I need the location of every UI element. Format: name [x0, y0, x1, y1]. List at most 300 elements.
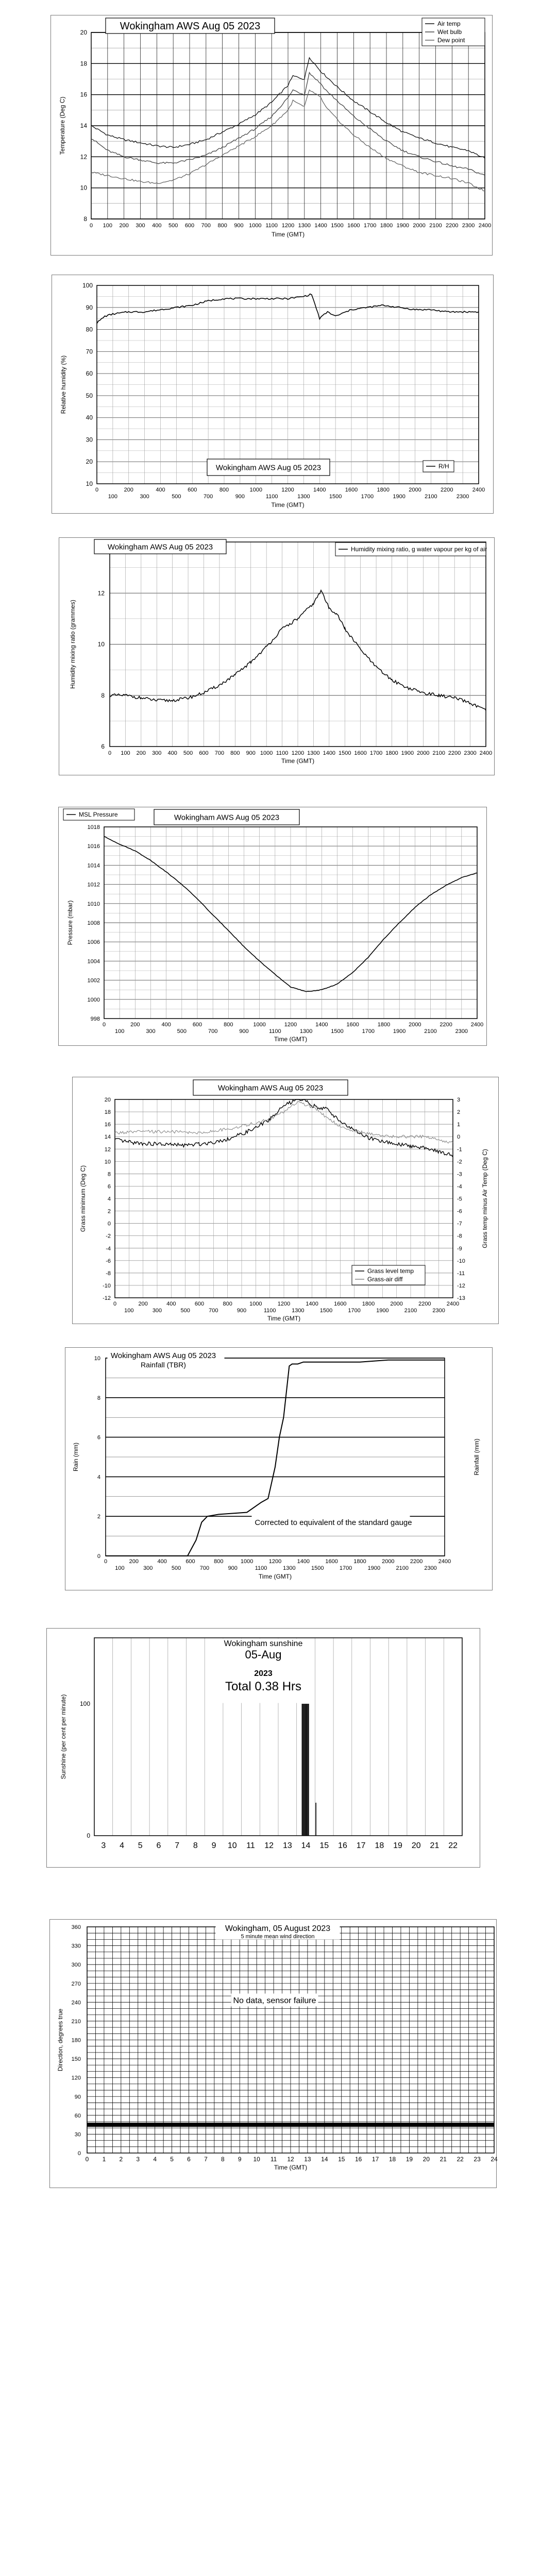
x-tick-label: 1000 — [240, 1558, 253, 1565]
y-axis-label: Humidity mixing ratio (grammes) — [69, 600, 76, 689]
y-tick-label: 180 — [71, 2037, 81, 2044]
x-tick-label: 500 — [180, 1308, 190, 1314]
y-tick-label: 30 — [86, 436, 93, 444]
x-tick-label: 200 — [138, 1301, 148, 1307]
y-tick-label: 20 — [104, 1097, 111, 1103]
y-tick-label: 4 — [97, 1474, 100, 1481]
x-tick-label: 1400 — [313, 487, 326, 493]
x-tick-label: 1900 — [393, 1028, 406, 1035]
x-tick-label: 300 — [146, 1028, 156, 1035]
x-tick-label: 2100 — [396, 1565, 409, 1571]
x-tick-label: 1200 — [277, 1301, 291, 1307]
x-axis-label: Time (GMT) — [274, 2164, 308, 2171]
y-tick-label: 1002 — [87, 977, 100, 984]
x-tick-label: 1100 — [265, 494, 278, 500]
x-tick-label: 500 — [183, 750, 193, 756]
y-tick-label: 40 — [86, 414, 93, 421]
legend-label: Grass-air diff — [367, 1276, 403, 1283]
x-tick-label: 200 — [129, 1558, 139, 1565]
x-tick-label: 21 — [439, 2156, 447, 2163]
legend-label: Wet bulb — [437, 28, 462, 36]
x-tick-label: 2400 — [479, 750, 493, 756]
x-tick-label: 1100 — [263, 1308, 276, 1314]
x-tick-label: 1000 — [249, 1301, 262, 1307]
y-tick-label: 6 — [97, 1434, 100, 1441]
x-tick-label: 2300 — [424, 1565, 437, 1571]
y-tick-label: 100 — [79, 1700, 90, 1707]
x-tick-label: 500 — [177, 1028, 187, 1035]
y-tick-label: 0 — [107, 1221, 111, 1227]
x-tick-label: 19 — [405, 2156, 413, 2163]
x-tick-label: 800 — [217, 223, 227, 229]
x-tick-label: 600 — [192, 1022, 202, 1028]
y-tick-label-right: -12 — [457, 1282, 465, 1289]
x-tick-label: 1100 — [255, 1565, 267, 1571]
x-tick-label: 1600 — [345, 487, 358, 493]
x-tick-label: 1 — [102, 2156, 106, 2163]
y-tick-label: 60 — [74, 2112, 81, 2119]
x-tick-label: 2200 — [448, 750, 461, 756]
chart-relative-humidity — [52, 275, 493, 513]
y-tick-label: 16 — [80, 91, 87, 98]
x-tick-label: 3 — [101, 1841, 106, 1850]
x-tick-label: 1500 — [339, 750, 351, 756]
x-tick-label: 23 — [474, 2156, 481, 2163]
x-tick-label: 2300 — [462, 223, 475, 229]
x-tick-label: 2300 — [456, 494, 469, 500]
y-tick-label: 1016 — [87, 843, 100, 850]
x-tick-label: 24 — [491, 2156, 498, 2163]
x-tick-label: 1900 — [376, 1308, 389, 1314]
x-tick-label: 1700 — [362, 1028, 375, 1035]
y-tick-label: 0 — [77, 2150, 81, 2157]
x-tick-label: 2000 — [417, 750, 430, 756]
y-tick-label-right: 1 — [457, 1122, 461, 1128]
x-tick-label: 4 — [120, 1841, 125, 1850]
x-tick-label: 18 — [375, 1841, 384, 1850]
chart-rainfall-panel — [65, 1347, 493, 1590]
x-tick-label: 600 — [194, 1301, 205, 1307]
x-tick-label: 1200 — [291, 750, 305, 756]
chart-title: Wokingham AWS Aug 05 2023 — [215, 463, 322, 472]
x-tick-label: 1600 — [347, 223, 360, 229]
y-tick-label: 998 — [90, 1016, 100, 1022]
y-tick-label: 1012 — [87, 882, 100, 888]
y-tick-label-right: 0 — [457, 1134, 461, 1141]
y-tick-label: 8 — [97, 1395, 100, 1401]
x-tick-label: 1400 — [315, 1022, 328, 1028]
y-tick-label: 8 — [83, 215, 87, 223]
y-axis-label: Pressure (mbar) — [66, 900, 74, 945]
x-tick-label: 700 — [201, 223, 211, 229]
y-tick-label: 18 — [104, 1109, 111, 1116]
y-tick-label-right: -2 — [457, 1159, 462, 1165]
y-tick-label: 2 — [107, 1208, 111, 1215]
x-tick-label: 700 — [199, 1565, 210, 1571]
chart-wind-direction — [50, 1920, 496, 2188]
chart-title: Wokingham AWS Aug 05 2023 — [110, 1351, 216, 1360]
chart-temperature — [51, 15, 492, 255]
x-tick-label: 1800 — [385, 750, 398, 756]
y-tick-label: 120 — [71, 2075, 81, 2081]
y-tick-label: 30 — [74, 2131, 81, 2138]
x-tick-label: 900 — [228, 1565, 238, 1571]
chart-temperature-panel — [50, 15, 493, 256]
y-tick-label: 0 — [87, 1832, 90, 1839]
x-tick-label: 400 — [152, 223, 162, 229]
x-tick-label: 1700 — [363, 223, 377, 229]
x-tick-label: 1800 — [380, 223, 393, 229]
y-tick-label: 150 — [71, 2056, 81, 2063]
y-tick-label-right: -8 — [457, 1233, 462, 1240]
y-tick-label: 1018 — [87, 824, 100, 831]
x-tick-label: 300 — [152, 1308, 162, 1314]
chart-title: Wokingham, 05 August 2023 — [225, 1924, 331, 1933]
x-tick-label: 9 — [211, 1841, 216, 1850]
y-axis-label: Temperature (Deg C) — [59, 96, 66, 155]
x-tick-label: 2100 — [429, 223, 442, 229]
x-tick-label: 200 — [136, 750, 146, 756]
chart-title: Wokingham sunshine — [224, 1639, 303, 1648]
x-tick-label: 1100 — [276, 750, 289, 756]
x-axis-label: Time (GMT) — [267, 1315, 301, 1322]
chart-rainfall — [65, 1348, 492, 1590]
y-tick-label: 10 — [97, 640, 105, 648]
y-tick-label: 1000 — [87, 996, 100, 1003]
x-tick-label: 12 — [287, 2156, 294, 2163]
x-tick-label: 6 — [187, 2156, 191, 2163]
x-tick-label: 1000 — [249, 223, 262, 229]
x-tick-label: 900 — [236, 1308, 247, 1314]
x-tick-label: 800 — [230, 750, 240, 756]
x-tick-label: 0 — [89, 223, 93, 229]
x-tick-label: 2300 — [464, 750, 477, 756]
x-tick-label: 1300 — [299, 1028, 313, 1035]
x-tick-label: 700 — [214, 750, 225, 756]
x-tick-label: 1500 — [319, 1308, 333, 1314]
x-tick-label: 600 — [188, 487, 197, 493]
y-tick-label: 70 — [86, 348, 93, 355]
x-tick-label: 2200 — [418, 1301, 431, 1307]
x-tick-label: 2100 — [432, 750, 445, 756]
x-tick-label: 400 — [157, 1558, 167, 1565]
x-tick-label: 1600 — [346, 1022, 359, 1028]
x-tick-label: 15 — [319, 1841, 329, 1850]
x-tick-label: 2400 — [438, 1558, 451, 1565]
y-tick-label: -10 — [103, 1282, 111, 1289]
x-tick-label: 800 — [223, 1301, 232, 1307]
x-axis-label: Time (GMT) — [274, 1036, 308, 1043]
x-tick-label: 1100 — [265, 223, 278, 229]
x-tick-label: 18 — [388, 2156, 396, 2163]
x-tick-label: 800 — [219, 487, 229, 493]
x-axis-label: Time (GMT) — [271, 501, 305, 509]
chart-pressure-panel — [58, 807, 487, 1046]
x-tick-label: 1400 — [306, 1301, 318, 1307]
x-tick-label: 21 — [430, 1841, 439, 1850]
x-tick-label: 2200 — [446, 223, 459, 229]
x-tick-label: 2400 — [472, 487, 485, 493]
x-tick-label: 1700 — [361, 494, 374, 500]
chart-annotation: No data, sensor failure — [233, 1996, 316, 2005]
x-tick-label: 900 — [239, 1028, 249, 1035]
x-tick-label: 1000 — [253, 1022, 266, 1028]
x-tick-label: 16 — [338, 1841, 347, 1850]
y-tick-label: 90 — [86, 303, 93, 311]
x-tick-label: 900 — [246, 750, 256, 756]
x-tick-label: 10 — [253, 2156, 260, 2163]
legend-label: Dew point — [437, 37, 465, 44]
x-tick-label: 2000 — [413, 223, 426, 229]
x-tick-label: 1900 — [401, 750, 414, 756]
chart-year: 2023 — [254, 1669, 273, 1678]
x-tick-label: 2000 — [409, 1022, 421, 1028]
x-tick-label: 800 — [214, 1558, 224, 1565]
x-tick-label: 400 — [166, 1301, 176, 1307]
x-tick-label: 300 — [143, 1565, 153, 1571]
x-tick-label: 1900 — [396, 223, 410, 229]
x-tick-label: 400 — [161, 1022, 171, 1028]
x-tick-label: 1500 — [331, 1028, 344, 1035]
x-tick-label: 1600 — [325, 1558, 338, 1565]
x-tick-label: 200 — [130, 1022, 140, 1028]
x-tick-label: 100 — [115, 1565, 125, 1571]
x-tick-label: 1400 — [297, 1558, 310, 1565]
x-tick-label: 1200 — [281, 223, 295, 229]
x-tick-label: 0 — [108, 750, 112, 756]
y-axis-label-right: Grass temp minus Air Temp (Deg C) — [481, 1149, 488, 1248]
x-tick-label: 2300 — [455, 1028, 468, 1035]
x-tick-label: 5 — [170, 2156, 174, 2163]
y-tick-label: 14 — [80, 122, 87, 129]
y-tick-label: 16 — [104, 1122, 111, 1128]
x-tick-label: 1200 — [268, 1558, 282, 1565]
x-tick-label: 2200 — [439, 1022, 452, 1028]
y-tick-label: 80 — [86, 326, 93, 333]
x-tick-label: 17 — [356, 1841, 366, 1850]
x-tick-label: 2400 — [446, 1301, 460, 1307]
x-tick-label: 2400 — [470, 1022, 484, 1028]
chart-subtitle: Rainfall (TBR) — [141, 1361, 186, 1369]
chart-humidity-panel — [52, 275, 494, 514]
y-tick-label: 6 — [107, 1183, 111, 1190]
x-tick-label: 1500 — [329, 494, 342, 500]
x-tick-label: 0 — [102, 1022, 106, 1028]
x-tick-label: 1300 — [297, 494, 310, 500]
y-tick-label: 1006 — [87, 939, 100, 946]
y-tick-label-right: -6 — [457, 1208, 462, 1215]
x-tick-label: 16 — [354, 2156, 362, 2163]
x-tick-label: 300 — [152, 750, 162, 756]
x-tick-label: 300 — [136, 223, 145, 229]
chart-title: Wokingham AWS Aug 05 2023 — [120, 21, 261, 32]
x-tick-label: 400 — [167, 750, 177, 756]
chart-title: Wokingham AWS Aug 05 2023 — [217, 1083, 324, 1093]
y-tick-label: 1010 — [87, 901, 100, 907]
y-tick-label-right: 2 — [457, 1109, 461, 1116]
chart-sunshine-panel — [46, 1628, 480, 1868]
x-tick-label: 1200 — [281, 487, 294, 493]
y-tick-label-right: 3 — [457, 1097, 461, 1103]
x-tick-label: 1500 — [311, 1565, 324, 1571]
x-tick-label: 1600 — [354, 750, 367, 756]
x-tick-label: 1500 — [331, 223, 344, 229]
x-tick-label: 19 — [393, 1841, 402, 1850]
x-tick-label: 100 — [124, 1308, 134, 1314]
chart-date: 05-Aug — [245, 1648, 282, 1661]
chart-pressure — [59, 807, 486, 1045]
y-tick-label: -2 — [106, 1233, 111, 1240]
y-tick-label: 12 — [97, 589, 105, 597]
x-tick-label: 1400 — [323, 750, 336, 756]
y-tick-label-right: -13 — [457, 1295, 465, 1301]
x-axis-label: Time (GMT) — [258, 1573, 292, 1580]
x-tick-label: 11 — [246, 1841, 255, 1850]
y-tick-label-right: -11 — [457, 1270, 465, 1277]
chart-annotation: Corrected to equivalent of the standard gauge — [255, 1518, 412, 1527]
y-tick-label: 10 — [86, 480, 93, 487]
x-tick-label: 1200 — [284, 1022, 297, 1028]
legend-label: R/H — [438, 463, 449, 470]
y-tick-label: 8 — [107, 1171, 111, 1178]
legend-label: Humidity mixing ratio, g water vapour per kg of air — [351, 546, 487, 553]
y-tick-label: -6 — [106, 1258, 111, 1264]
x-tick-label: 13 — [282, 1841, 292, 1850]
x-tick-label: 700 — [208, 1028, 218, 1035]
x-tick-label: 2300 — [432, 1308, 445, 1314]
chart-grass-panel — [72, 1077, 499, 1324]
x-tick-label: 1100 — [269, 1028, 281, 1035]
x-tick-label: 500 — [171, 1565, 181, 1571]
x-tick-label: 9 — [238, 2156, 242, 2163]
chart-title: Wokingham AWS Aug 05 2023 — [107, 543, 213, 552]
x-tick-label: 100 — [121, 750, 130, 756]
x-tick-label: 1800 — [362, 1301, 375, 1307]
y-tick-label: -4 — [106, 1245, 111, 1252]
y-tick-label: 12 — [104, 1146, 111, 1153]
y-tick-label: 60 — [86, 370, 93, 378]
y-tick-label: 14 — [104, 1134, 111, 1141]
x-tick-label: 100 — [114, 1028, 125, 1035]
chart-total: Total 0.38 Hrs — [225, 1680, 302, 1693]
x-tick-label: 1700 — [369, 750, 383, 756]
x-tick-label: 100 — [108, 494, 118, 500]
chart-subtitle: 5 minute mean wind direction — [241, 1934, 315, 1940]
x-tick-label: 1900 — [367, 1565, 381, 1571]
y-tick-label: 100 — [82, 282, 93, 289]
y-axis-label-right: Rainfall (mm) — [473, 1438, 480, 1476]
x-tick-label: 800 — [224, 1022, 233, 1028]
y-tick-label: 1014 — [87, 862, 100, 869]
x-tick-label: 1000 — [249, 487, 262, 493]
x-tick-label: 0 — [85, 2156, 89, 2163]
x-tick-label: 2200 — [410, 1558, 423, 1565]
x-tick-label: 20 — [411, 1841, 421, 1850]
y-tick-label: 90 — [74, 2094, 81, 2100]
x-tick-label: 200 — [119, 223, 129, 229]
y-tick-label-right: -9 — [457, 1245, 462, 1252]
x-tick-label: 100 — [103, 223, 113, 229]
y-tick-label-right: -4 — [457, 1183, 462, 1190]
x-tick-label: 600 — [199, 750, 209, 756]
x-tick-label: 2000 — [409, 487, 421, 493]
y-tick-label: 210 — [71, 2018, 81, 2025]
x-tick-label: 300 — [140, 494, 149, 500]
y-tick-label: 1004 — [87, 958, 100, 965]
x-tick-label: 2200 — [441, 487, 453, 493]
x-tick-label: 700 — [209, 1308, 218, 1314]
x-tick-label: 1300 — [283, 1565, 296, 1571]
x-tick-label: 1700 — [339, 1565, 352, 1571]
x-tick-label: 22 — [448, 1841, 458, 1850]
x-tick-label: 14 — [321, 2156, 328, 2163]
x-tick-label: 500 — [172, 494, 181, 500]
x-tick-label: 3 — [136, 2156, 140, 2163]
legend-label: Air temp — [437, 20, 461, 27]
x-tick-label: 400 — [156, 487, 165, 493]
x-tick-label: 0 — [104, 1558, 108, 1565]
legend-label: Grass level temp — [367, 1267, 414, 1275]
x-tick-label: 900 — [235, 494, 245, 500]
y-tick-label: 20 — [86, 458, 93, 466]
x-tick-label: 2000 — [390, 1301, 403, 1307]
x-tick-label: 1800 — [377, 487, 390, 493]
x-tick-label: 2400 — [478, 223, 492, 229]
y-axis-label: Grass minimum (Deg C) — [79, 1165, 87, 1232]
x-tick-label: 11 — [270, 2156, 277, 2163]
y-tick-label: 2 — [97, 1514, 100, 1520]
chart-title: Wokingham AWS Aug 05 2023 — [174, 813, 280, 822]
x-tick-label: 4 — [153, 2156, 157, 2163]
x-tick-label: 700 — [203, 494, 213, 500]
x-tick-label: 600 — [184, 223, 195, 229]
y-tick-label: 360 — [71, 1924, 81, 1930]
x-tick-label: 8 — [221, 2156, 225, 2163]
y-tick-label-right: -1 — [457, 1146, 462, 1153]
chart-mixing-ratio — [59, 538, 494, 775]
y-tick-label-right: -3 — [457, 1171, 462, 1178]
x-tick-label: 1800 — [353, 1558, 366, 1565]
y-axis-label: Rain (mm) — [72, 1443, 79, 1471]
x-axis-label: Time (GMT) — [281, 757, 315, 765]
y-tick-label: 10 — [104, 1159, 111, 1165]
y-tick-label: 300 — [71, 1962, 81, 1969]
x-tick-label: 1000 — [260, 750, 273, 756]
x-tick-label: 8 — [193, 1841, 198, 1850]
x-tick-label: 600 — [185, 1558, 195, 1565]
x-tick-label: 200 — [124, 487, 133, 493]
x-tick-label: 22 — [457, 2156, 464, 2163]
y-tick-label: 20 — [80, 29, 87, 36]
x-tick-label: 2100 — [425, 494, 437, 500]
x-tick-label: 1300 — [298, 223, 311, 229]
x-tick-label: 1800 — [377, 1022, 391, 1028]
x-tick-label: 2000 — [382, 1558, 395, 1565]
chart-mixing-ratio-panel — [59, 537, 495, 775]
x-tick-label: 20 — [422, 2156, 430, 2163]
x-tick-label: 15 — [338, 2156, 345, 2163]
y-tick-label: 18 — [80, 60, 87, 67]
y-tick-label: 8 — [101, 691, 105, 699]
y-tick-label: 270 — [71, 1980, 81, 1987]
y-tick-label: 10 — [94, 1355, 100, 1362]
chart-sunshine — [47, 1629, 480, 1867]
x-tick-label: 2 — [119, 2156, 123, 2163]
y-tick-label: 12 — [80, 153, 87, 161]
y-tick-label: 10 — [80, 184, 87, 192]
y-tick-label: 1008 — [87, 920, 100, 926]
y-tick-label: 50 — [86, 392, 93, 399]
